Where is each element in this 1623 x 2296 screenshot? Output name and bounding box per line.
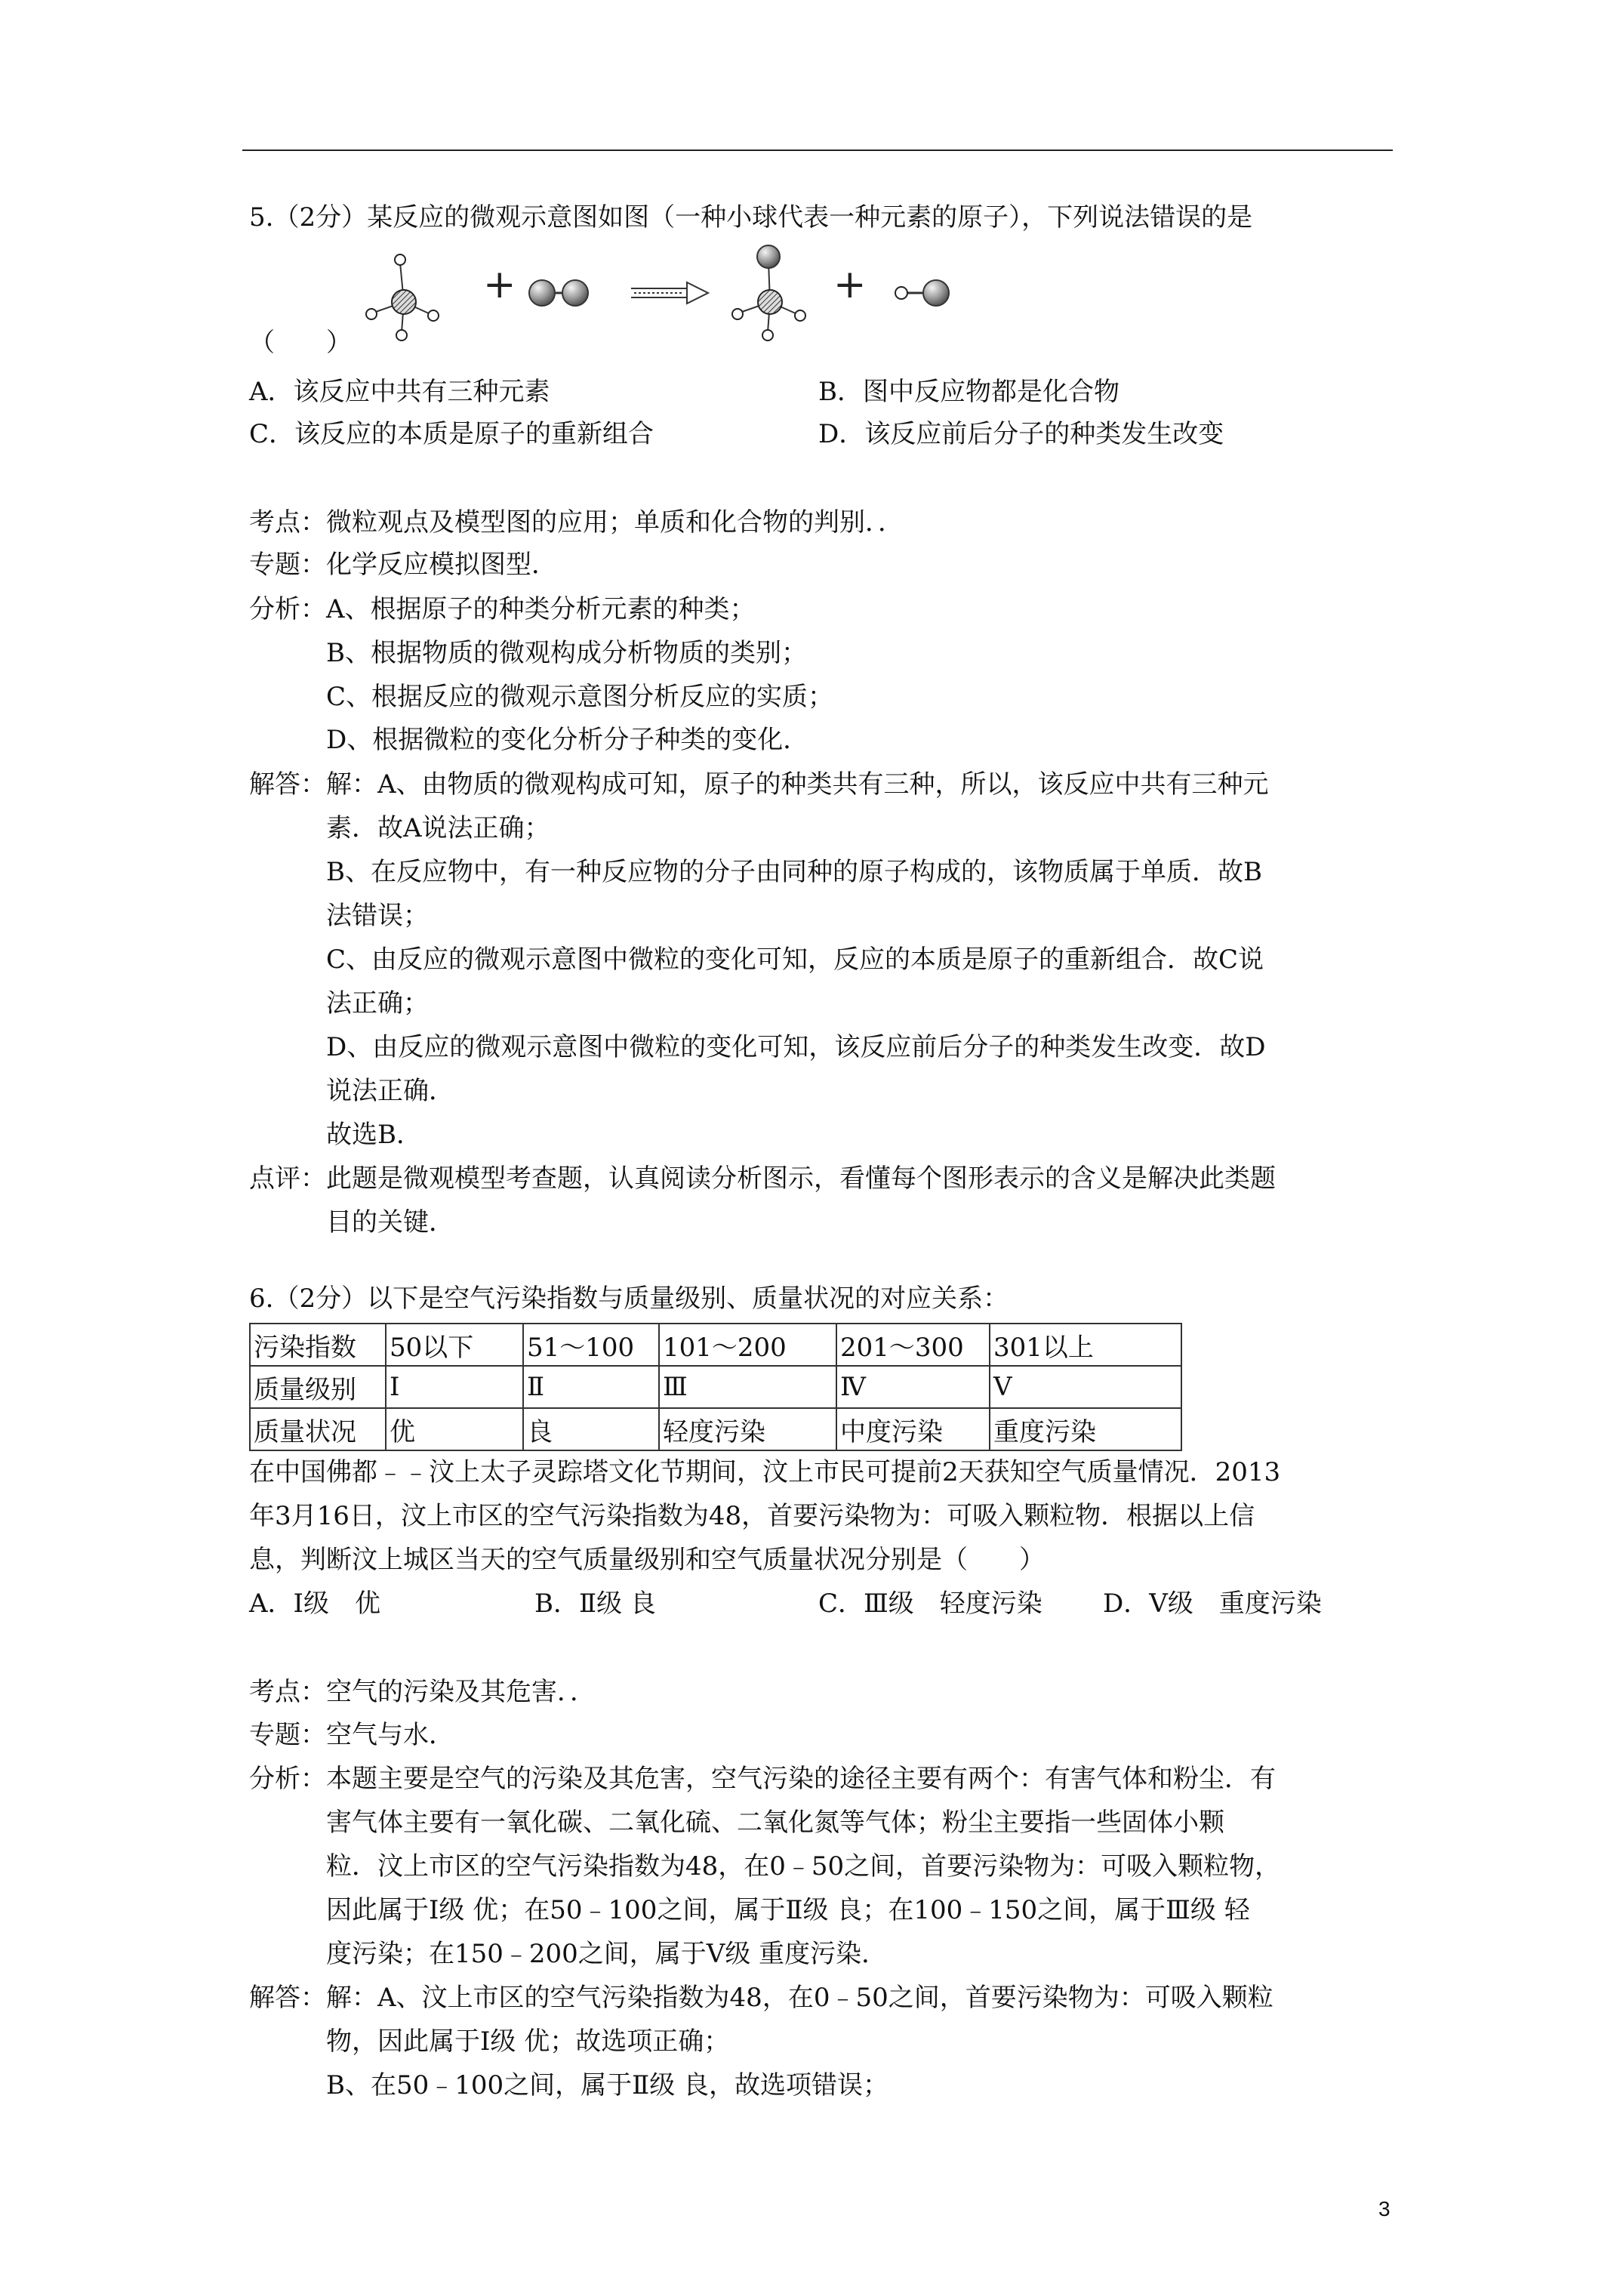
table-cell: Ⅲ (659, 1366, 836, 1408)
table-cell: 优 (386, 1408, 523, 1450)
table-cell: 51～100 (523, 1324, 659, 1366)
q5-jieda-line: 说法正确． (326, 1076, 454, 1106)
q5-fenxi-line: 分析：A、根据原子的种类分析元素的种类； (249, 594, 756, 624)
q5-jieda-line: 法正确； (326, 988, 429, 1019)
header-rule (242, 149, 1393, 151)
q5-jieda-line: D、由反应的微观示意图中微粒的变化可知，该反应前后分子的种类发生改变．故D (326, 1032, 1266, 1062)
product-molecule-1 (732, 245, 805, 341)
table-row (250, 1366, 1181, 1408)
table-cell: 50以下 (386, 1324, 523, 1366)
q5-stem: 5.（2分）某反应的微观示意图如图（一种小球代表一种元素的原子），下列说法错误的是 (249, 202, 1253, 233)
table-cell: 质量级别 (250, 1366, 386, 1408)
table-cell: Ⅴ (990, 1366, 1181, 1408)
table-cell: 重度污染 (990, 1408, 1181, 1450)
q6-fenxi-line: 度污染；在150﹣200之间，属于Ⅴ级 重度污染． (326, 1939, 888, 1969)
air-quality-table (249, 1323, 1182, 1451)
q5-fenxi-line: D、根据微粒的变化分析分子种类的变化． (326, 725, 809, 755)
q5-jieda-line: 素．故A说法正确； (326, 813, 550, 843)
table-cell: Ⅳ (836, 1366, 990, 1408)
q6-fenxi-line: 害气体主要有一氧化碳、二氧化硫、二氧化氮等气体；粉尘主要指一些固体小颗 (326, 1808, 1224, 1838)
table-cell: Ⅰ (386, 1366, 523, 1408)
product-molecule-2 (895, 280, 949, 306)
q6-zhuanti: 专题：空气与水． (249, 1720, 454, 1750)
table-row (250, 1408, 1181, 1450)
q6-kaodian: 考点：空气的污染及其危害．． (249, 1677, 596, 1707)
reaction-diagram (355, 240, 981, 353)
q5-jieda-line: 法错误； (326, 901, 429, 931)
table-cell: 301以上 (990, 1324, 1181, 1366)
q5-jieda-line: C、由反应的微观示意图中微粒的变化可知，反应的本质是原子的重新组合．故C说 (326, 945, 1264, 975)
q5-fenxi-line: C、根据反应的微观示意图分析反应的实质； (326, 682, 834, 712)
table-cell: 101～200 (659, 1324, 836, 1366)
q6-fenxi-line: 粒．汶上市区的空气污染指数为48，在0﹣50之间，首要污染物为：可吸入颗粒物， (326, 1851, 1281, 1881)
q6-option-b: B．Ⅱ级 良 (534, 1589, 656, 1619)
q5-dianping-line: 目的关键． (326, 1207, 454, 1237)
q6-option-a: A．Ⅰ级 优 (249, 1589, 380, 1619)
reactant-molecule-1 (366, 254, 439, 341)
q5-option-c: C．该反应的本质是原子的重新组合 (249, 419, 654, 449)
q5-zhuanti: 专题：化学反应模拟图型． (249, 550, 557, 580)
plus-sign-2: + (833, 262, 867, 307)
table-cell: 质量状况 (250, 1408, 386, 1450)
q6-para-line: 年3月16日，汶上市区的空气污染指数为48，首要污染物为：可吸入颗粒物．根据以上信 (249, 1501, 1255, 1531)
q5-jieda-line: B、在反应物中，有一种反应物的分子由同种的原子构成的，该物质属于单质．故B (326, 857, 1262, 887)
table-cell: 污染指数 (250, 1324, 386, 1366)
q5-kaodian: 考点：微粒观点及模型图的应用；单质和化合物的判别．． (249, 507, 904, 538)
q6-option-d: D．Ⅴ级 重度污染 (1103, 1589, 1322, 1619)
q5-option-a: A．该反应中共有三种元素 (249, 377, 550, 407)
q5-fenxi-line: B、根据物质的微观构成分析物质的类别； (326, 638, 807, 668)
q5-option-d: D．该反应前后分子的种类发生改变 (818, 419, 1224, 449)
table-row (250, 1324, 1181, 1366)
q6-jieda-line: 物，因此属于Ⅰ级 优；故选项正确； (326, 2026, 730, 2057)
q6-stem: 6.（2分）以下是空气污染指数与质量级别、质量状况的对应关系： (249, 1284, 1009, 1314)
q6-option-c: C．Ⅲ级 轻度污染 (818, 1589, 1042, 1619)
reactant-molecule-2 (529, 280, 588, 306)
reaction-arrow (631, 282, 708, 304)
q5-jieda-line: 解答：解：A、由物质的微观构成可知，原子的种类共有三种，所以，该反应中共有三种元 (249, 769, 1269, 800)
table-cell: 良 (523, 1408, 659, 1450)
table-cell: 中度污染 (836, 1408, 990, 1450)
plus-sign-1: + (483, 262, 516, 307)
q6-jieda-line: B、在50﹣100之间，属于Ⅱ级 良，故选项错误； (326, 2070, 889, 2100)
q5-jieda-line: 故选B． (326, 1120, 422, 1150)
q6-fenxi-line: 分析：本题主要是空气的污染及其危害，空气污染的途径主要有两个：有害气体和粉尘．有 (249, 1764, 1276, 1794)
table-cell: 201～300 (836, 1324, 990, 1366)
q6-para-line: 息，判断汶上城区当天的空气质量级别和空气质量状况分别是（ ） (249, 1545, 1045, 1575)
page-number: 3 (1378, 2197, 1390, 2220)
q6-fenxi-line: 因此属于Ⅰ级 优；在50﹣100之间，属于Ⅱ级 良；在100﹣150之间，属于Ⅲ级 轻 (326, 1895, 1250, 1925)
q5-dianping-line: 点评：此题是微观模型考查题，认真阅读分析图示，看懂每个图形表示的含义是解决此类题 (249, 1163, 1276, 1194)
q6-jieda-line: 解答：解：A、汶上市区的空气污染指数为48，在0﹣50之间，首要污染物为：可吸入颗粒 (249, 1983, 1273, 2013)
table-cell: 轻度污染 (659, 1408, 836, 1450)
table-cell: Ⅱ (523, 1366, 659, 1408)
q5-paren: （ ） (249, 328, 352, 358)
q5-option-b: B．图中反应物都是化合物 (818, 377, 1119, 407)
q6-para-line: 在中国佛都﹣﹣汶上太子灵踪塔文化节期间，汶上市民可提前2天获知空气质量情况．2013 (249, 1457, 1281, 1487)
